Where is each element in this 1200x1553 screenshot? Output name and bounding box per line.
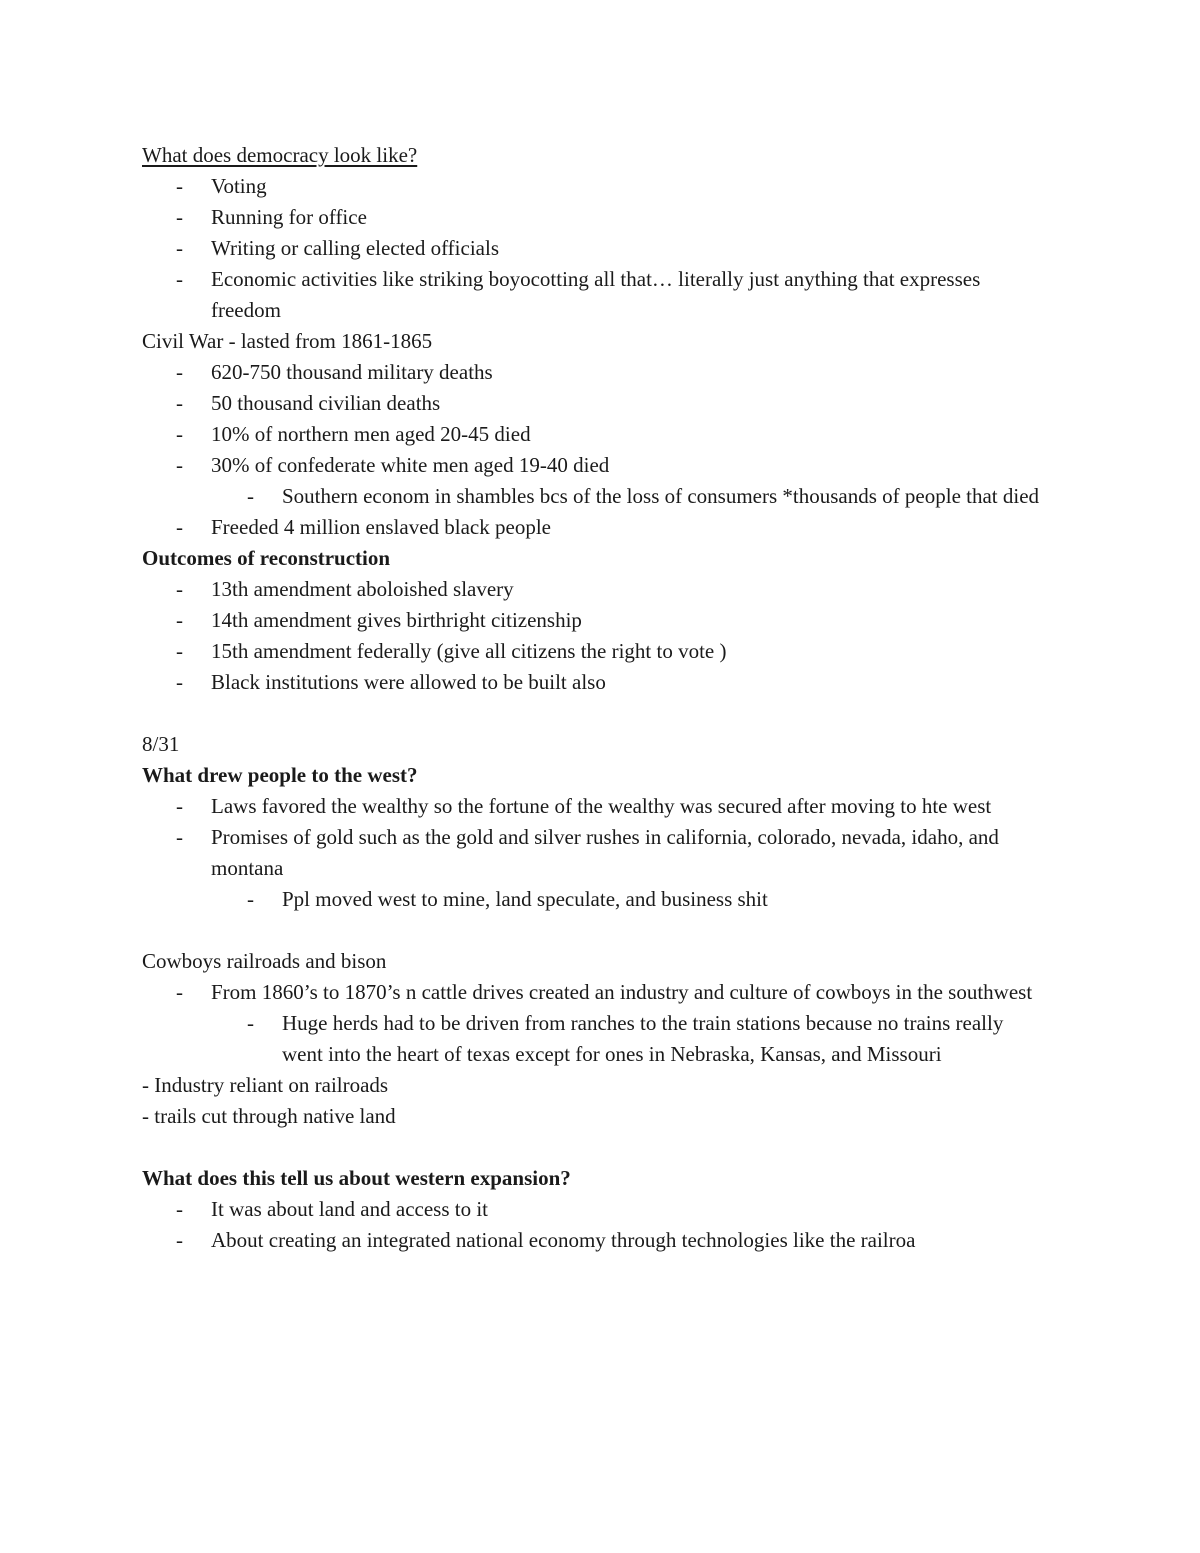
sub-list-item [142,884,1072,915]
list-item-text: Southern econom in shambles bcs of the loss of consumers *thousands of people that died [282,484,1040,508]
bullet-dash: - [176,670,183,694]
bullet-dash: - [176,577,183,601]
list-item-text: 30% of confederate white men aged 19-40 died [211,453,610,477]
list-item-text: Voting [211,174,267,198]
list-item-text: Black institutions were allowed to be built also [211,670,606,694]
bullet-dash: - [176,360,183,384]
list-item-text: 14th amendment gives birthright citizenship [211,608,582,632]
bullet-dash: - [176,205,183,229]
blank-line [142,698,1072,729]
heading-expansion: What does this tell us about western expansion? [142,1166,571,1190]
list-item [142,636,1072,667]
blank-line [142,1132,1072,1163]
heading-reconstruction: Outcomes of reconstruction [142,546,391,570]
list-item-text: 620-750 thousand military deaths [211,360,493,384]
bullet-dash: - [247,1011,254,1035]
list-item [142,977,1072,1008]
list-item [142,171,1072,202]
bullet-dash: - [176,453,183,477]
heading-cowboys: Cowboys railroads and bison [142,949,387,973]
list-item [142,822,1072,884]
bullet-dash: - [176,825,183,849]
list-item-text: 10% of northern men aged 20-45 died [211,422,531,446]
list-item [142,667,1072,698]
bullet-dash: - [176,608,183,632]
list-item [142,388,1072,419]
heading-civil-war: Civil War - lasted from 1861-1865 [142,329,433,353]
list-item-text: Huge herds had to be driven from ranches to the train stations because no trains really went into the heart of texas except for ones in Nebraska, Kansas, and Missouri [282,1011,1004,1066]
list-item [142,791,1072,822]
heading-democracy: What does democracy look like? [142,143,418,167]
list-item [142,419,1072,450]
list-item [142,357,1072,388]
heading-west: What drew people to the west? [142,763,418,787]
list-item-text: Running for office [211,205,367,229]
bullet-dash: - [176,422,183,446]
bullet-dash: - [176,391,183,415]
list-item-text: Laws favored the wealthy so the fortune of the wealthy was secured after moving to hte west [211,794,992,818]
date-label: 8/31 [142,732,180,756]
bullet-dash: - [176,267,183,291]
list-item-text: It was about land and access to it [211,1197,488,1221]
list-item [142,450,1072,481]
list-item [142,233,1072,264]
list-item [142,1225,1072,1256]
bullet-dash: - [176,174,183,198]
list-item-text: Promises of gold such as the gold and silver rushes in california, colorado, nevada, idaho, and montana [211,825,999,880]
note-line: - trails cut through native land [142,1104,396,1128]
list-item [142,1194,1072,1225]
list-item-text: Ppl moved west to mine, land speculate, and business shit [282,887,768,911]
bullet-dash: - [176,236,183,260]
bullet-dash: - [176,980,183,1004]
bullet-dash: - [176,794,183,818]
list-item-text: Writing or calling elected officials [211,236,499,260]
bullet-dash: - [247,887,254,911]
bullet-dash: - [176,1197,183,1221]
sub-list-item [142,481,1072,512]
list-item [142,605,1072,636]
list-item [142,264,1072,326]
list-item-text: 13th amendment aboloished slavery [211,577,514,601]
list-item-text: 50 thousand civilian deaths [211,391,441,415]
list-item-text: Freeded 4 million enslaved black people [211,515,551,539]
sub-list-item [142,1008,1072,1070]
bullet-dash: - [176,1228,183,1252]
list-item-text: About creating an integrated national economy through technologies like the railroa [211,1228,916,1252]
list-item [142,202,1072,233]
list-item-text: Economic activities like striking boyocotting all that… literally just anything that expresses freedom [211,267,981,322]
list-item [142,512,1072,543]
list-item-text: From 1860’s to 1870’s n cattle drives created an industry and culture of cowboys in the southwest [211,980,1033,1004]
list-item-text: 15th amendment federally (give all citizens the right to vote ) [211,639,727,663]
bullet-dash: - [247,484,254,508]
blank-line [142,915,1072,946]
note-line: - Industry reliant on railroads [142,1073,389,1097]
document-page [142,140,1072,1256]
bullet-dash: - [176,639,183,663]
bullet-dash: - [176,515,183,539]
list-item [142,574,1072,605]
